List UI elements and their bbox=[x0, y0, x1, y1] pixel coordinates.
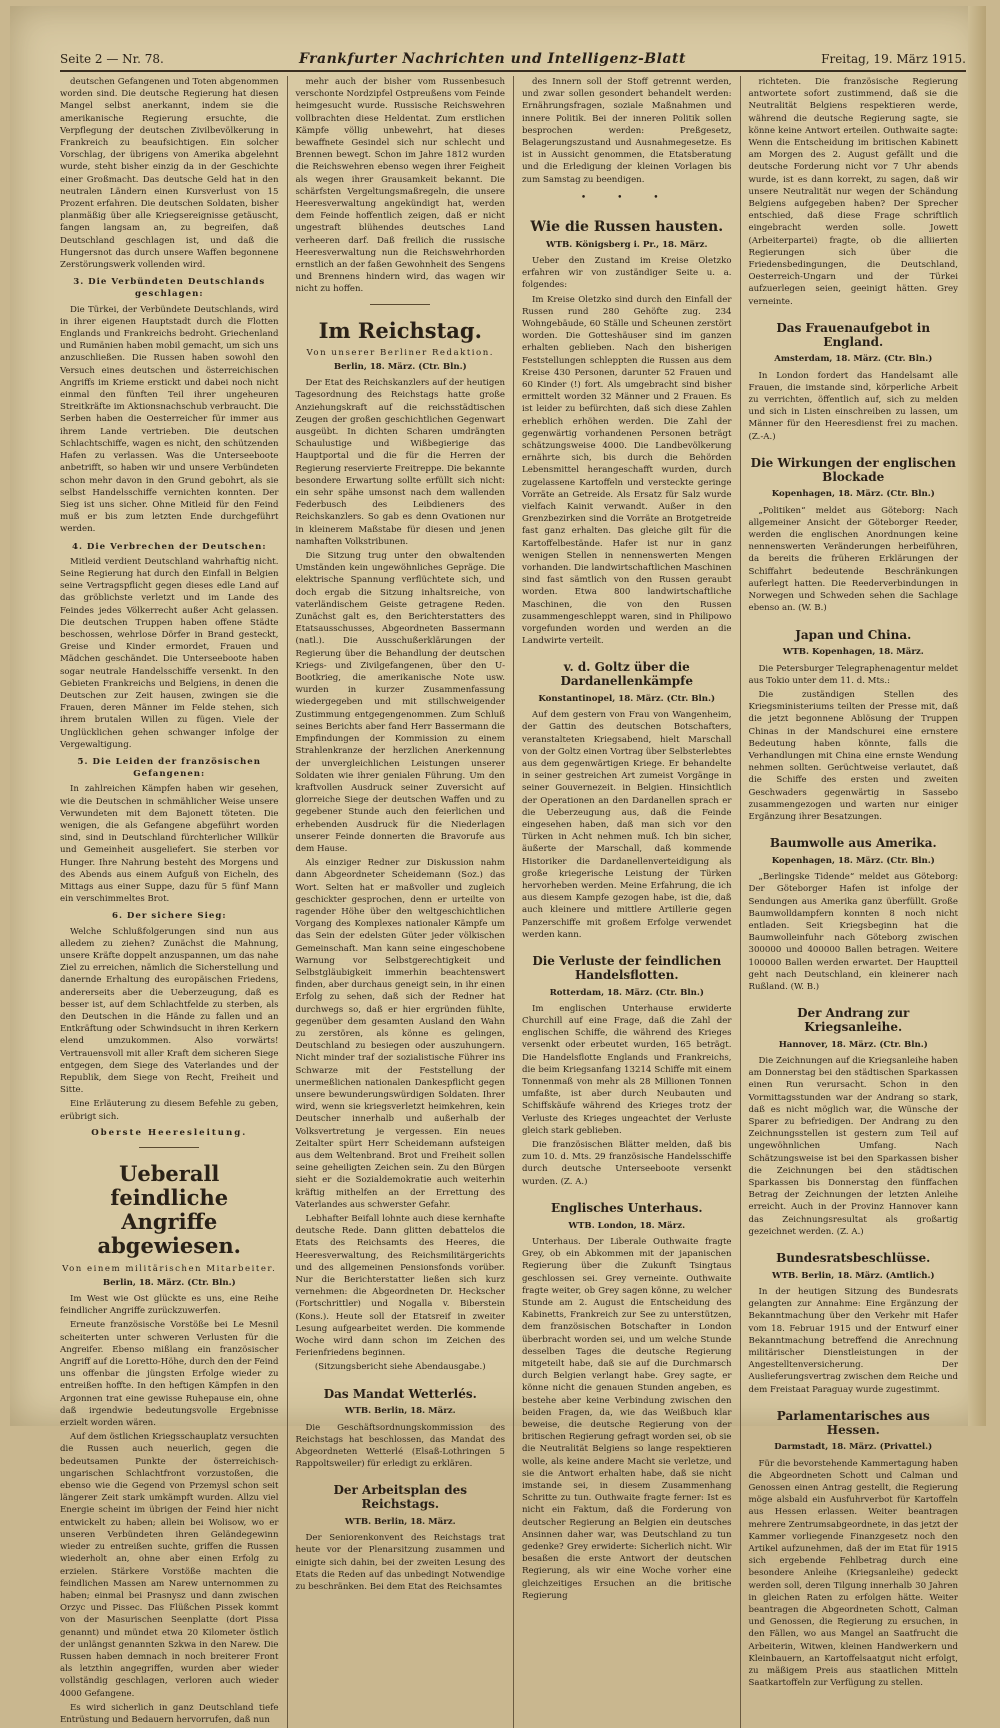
dateline: WTB. London, 18. März. bbox=[568, 1220, 686, 1231]
dateline: Amsterdam, 18. März. (Ctr. Bln.) bbox=[774, 354, 933, 365]
headline-arbeitsplan: Der Arbeitsplan des Reichstags. bbox=[333, 1483, 467, 1512]
paragraph: Für die bevorstehende Kammertagung haben die Abgeordneten Schott und Calman und Genossen einen Antrag gestellt, die Regierung möge alsbald ein Ausfuhrverbot für Kartoffeln aus Hessen erlassen. Weiter beantragen mehrere Zentrumsabgeordnete, in das jetzt der Kammer vorliegende Finanzgesetz noch den Artikel aufzunehmen, daß der im Etat für 1915 sich ergebende Fehlbetrag durch eine besondere Anleihe (Kriegsanleihe) gedeckt werden soll, deren Tilgung innerhalb 30 Jahren in gleichen Raten zu erfolgen hätte. Weiter beantragen die Abgeordneten Schott, Calman und Genossen, die Regierung zu ersuchen, in den Fällen, wo aus Mangel an Saatfrucht die Arbeiterin, Witwen, kleinen Handwerkern und Kleinbauern, an Kartoffelsaatgut nicht erfolgt, zu mäßigem Preis aus staatlichen Mitteln Saatkartoffeln zur Verfügung zu stellen. bbox=[748, 1458, 958, 1689]
dateline: WTB. Berlin, 18. März. bbox=[344, 1406, 456, 1417]
headline-bundesrat: Bundesratsbeschlüsse. bbox=[776, 1251, 931, 1266]
paragraph: richteten. Die französische Regierung antwortete sofort zustimmend, daß sie die Neutralität Belgiens respektieren werde, während die deutsche Regierung sagte, sie könne keine Antwort erteilen. Outhwaite sagte: Wenn die Entscheidung im britischen Kabinett am Morgen des 2. August gefällt und die deutsche Forderung nicht vor 7 Uhr abends wurde, ist es dann korrekt, zu sagen, daß wir unsere Neutralität nur wegen der Schändung Belgiens aufgegeben haben? Der Sprecher entschied, daß diese Frage schriftlich eingebracht werden solle. Jowett (Arbeiterpartei) fragte, ob die alliierten Regierungen sich über die Friedensbedingungen, die Deutschland, Oesterreich-Ungarn und der Türkei aufzuerlegen seien, geeinigt hätten. Grey verneinte. bbox=[748, 77, 958, 307]
dateline: WTB. Königsberg i. Pr., 18. März. bbox=[545, 239, 708, 250]
masthead-date: Freitag, 19. März 1915. bbox=[821, 52, 966, 66]
paragraph: Die Geschäftsordnungskommission des Reichstags hat beschlossen, das Mandat des Abgeordneten Wetterlé (Elsaß-Lothringen 5 Rappoltsweiler) für erledigt zu erklären. bbox=[295, 1422, 505, 1470]
paragraph: Mitleid verdient Deutschland wahrhaftig nicht. Seine Regierung hat durch den Einfall in Belgien seine Vertragspflicht gegen dieses edle Land auf das gröblichste verletzt und im Lande des Feindes jedes Völkerrecht außer Acht gelassen. Die deutschen Truppen haben offene Städte beschossen, wehrlose Dörfer in Brand gesteckt, Greise und Kinder ermordet, Frauen und Mädchen geschändet. Die Unterseeboote haben sogar neutrale Handelsschiffe versenkt. In den Gebieten Frankreichs und Belgiens, in denen die Deutschen zur Zeit hausen, zwingen sie die Frauen, deren Männer im Felde stehen, sich ihrem brutalen Willen zu fügen. Viele der Unglücklichen gehen schwanger infolge der Vergewaltigung. bbox=[60, 556, 279, 750]
column-3 bbox=[513, 76, 740, 1728]
dateline: WTB. Kopenhagen, 18. März. bbox=[782, 647, 924, 658]
byline: Von einem militärischen Mitarbeiter. bbox=[62, 1263, 277, 1274]
masthead bbox=[60, 48, 966, 72]
article-columns bbox=[60, 76, 966, 1725]
paragraph: Auf dem gestern von Frau von Wangenheim, der Gattin des deutschen Botschafters, veranstalteten Kriegsabend, hielt Marschall von der Goltz einen Vortrag über Selbsterlebtes aus dem gegenwärtigen Kriege. Er behandelte in seiner gestreichen Art zumeist Vorgänge in seiner Gouvernezeit. in Belgien. Hinsichtlich der Operationen an den Dardanellen sprach er die Ueberzeugung aus, daß die Feinde eingesehen haben, daß man sich vor den Türken in Acht nehmen muß. Ich bin sicher, äußerte der Marschall, daß kommende Historiker die Dardanellenverteidigung als große kriegerische Leistung der Türken hervorheben werden. Meine Erfahrung, die ich aus diesem Kampfe gezogen habe, ist die, daß auch kleinere und mittlere Artillerie gegen Panzerschiffe mit großem Erfolge verwendet werden kann. bbox=[522, 710, 732, 940]
byline: Von unserer Berliner Redaktion. bbox=[306, 347, 494, 358]
paragraph: Es wird sicherlich in ganz Deutschland tiefe Entrüstung und Bedauern hervorrufen, daß nun bbox=[60, 1702, 279, 1725]
headline-reichstag: Im Reichstag. bbox=[318, 317, 482, 343]
paragraph: Im englischen Unterhause erwiderte Churchill auf eine Frage, daß die Zahl der englischen Schiffe, die während des Krieges versenkt oder erbeutet wurden, 165 beträgt. Die Handelsflotte Englands und Frankreichs, die beim Kriegsanfang 13214 Schiffe mit einem Tonnenmaß von mehr als 28 Millionen Tonnen umfaßte, ist aber durch Neubauten und Schiffskäufe während des Krieges trotz der Verluste des Krieges ungeachtet der Verluste gleich stark geblieben. bbox=[522, 1003, 732, 1136]
dateline: Kopenhagen, 18. März. (Ctr. Bln.) bbox=[771, 855, 935, 866]
divider bbox=[139, 1147, 199, 1148]
dateline: WTB. Berlin, 18. März. (Amtlich.) bbox=[771, 1270, 935, 1281]
section-heading: 5. Die Leiden der französischen Gefangenen: bbox=[77, 756, 261, 780]
newspaper-page bbox=[10, 6, 986, 1725]
paragraph: „Politiken“ meldet aus Göteborg: Nach allgemeiner Ansicht der Göteborger Reeder, werden die englischen Anordnungen keine nennenswerten Veränderungen herbeiführen, da bereits die früheren Erklärungen der Schiffahrt bedeutende Beschränkungen auferlegt hatten. Die Reederverbindungen in Norwegen und Schweden sehen die Sachlage ebenso an. (W. B.) bbox=[748, 505, 958, 614]
divider bbox=[370, 304, 430, 305]
section-heading: 4. Die Verbrechen der Deutschen: bbox=[71, 541, 267, 552]
masthead-title: Frankfurter Nachrichten und Intelligenz-Blatt bbox=[298, 51, 686, 67]
paragraph: Auf dem östlichen Kriegsschauplatz versuchten die Russen auch neuerlich, gegen die bedeutsamen Punkte der österreichisch-ungarischen Schlachtfront vorzustoßen, die ebenso wie die Gegend von Przemysl schon seit längerer Zeit stark umkämpft wurden. Allzu viel Energie scheint im übrigen der Feind hier nicht entwickelt zu haben; allein bei Wolisow, wo er unseren Verbündeten ihren Geländegewinn wieder zu entreißen suchte, griffen die Russen wiederholt an, ohne aber einen Erfolg zu erzielen. Stärkere Vorstöße machten die feindlichen Massen am Narew unternommen zu haben; einmal bei Prasnysz und dann zwischen Orzyc und Pissec. Das Flüßchen Pissek kommt von der Masurischen Seenplatte (dort Pissa genannt) und mündet etwa 20 Kilometer östlich der unlängst genannten Szkwa in den Narew. Die Russen haben demnach in noch breiterer Front als letzthin angegriffen, wurden aber wieder vollständig geschlagen, verloren auch wieder 4000 Gefangene. bbox=[60, 1432, 279, 1699]
dateline: Berlin, 18. März. (Ctr. Bln.) bbox=[333, 362, 467, 372]
paragraph: Erneute französische Vorstöße bei Le Mesnil scheiterten unter schweren Verlusten für die Angreifer. Ebenso mißlang ein französischer Angriff auf die Loretto-Höhe, durch den der Feind uns offenbar die jüngsten Erfolge wieder zu entreißen hoffte. In den heftigen Kämpfen in den Argonnen trat eine gewisse Ruhepause ein, ohne daß irgendwie bedeutungsvolle Ergebnisse erzielt worden wären. bbox=[60, 1320, 279, 1429]
paragraph: Unterhaus. Der Liberale Outhwaite fragte Grey, ob ein Abkommen mit der japanischen Regierung über die Zukunft Tsingtaus geschlossen sei. Grey verneinte. Outhwaite fragte weiter, ob Grey sagen könne, zu welcher Stunde am 2. August die Entscheidung des Kabinetts, Frankreich zur See zu unterstützen, dem französischen Botschafter in London überbracht worden sei, und um welche Stunde desselben Tages die deutsche Regierung mitgeteilt habe, daß sie auf die Durchmarsch durch Belgien verlangt habe. Grey sagte, er könne nicht die genauen Stunden angeben, es bestehe aber keine Verbindung zwischen den beiden Fragen, da, wie das Weißbuch klar beweise, die deutsche Regierung von der britischen Regierung gefragt worden sei, ob sie die Neutralität Belgiens so lange respektieren wolle, als keine andere Macht sie verletze, und sie die Antwort erhalten habe, daß sie nicht imstande sei, in diesem Zusammenhang Schritte zu tun. Outhwaite fragte ferner: Ist es nicht ein Faktum, daß die Forderung von deutscher Regierung an Belgien ein deutsches Ansinnen daher war, was Deutschland zu tun gedenke? Grey erwiderte: Sicherlich nicht. Wir besaßen die erste Antwort der deutschen Regierung, als wir eine Woche vorher eine gleichzeitiges Ersuchen an die britische Regierung bbox=[522, 1236, 732, 1601]
paragraph: Im West wie Ost glückte es uns, eine Reihe feindlicher Angriffe zurückzuwerfen. bbox=[60, 1294, 279, 1317]
paragraph: deutschen Gefangenen und Toten abgenommen worden sind. Die deutsche Regierung hat diesen Mangel selbst anerkannt, indem sie die amerikanische Regierung ersuchte, die Verpflegung der deutschen Zivilbevölkerung in Frankreich zu beaufsichtigen. Ein solcher Vorschlag, der übrigens von Amerika abgelehnt wurde, steht bisher einzig da in der Geschichte einer Großmacht. Das deutsche Geld hat in den neutralen Ländern einen Kursverlust von 15 Prozent erfahren. Die deutschen Soldaten, bisher planmäßig über alle Kriegsereignisse getäuscht, fangen langsam an, zu begreifen, daß Deutschland geschlagen ist, und daß die Hungersnot das durch unsere Waffen begonnene Zerstörungswerk vollenden wird. bbox=[60, 77, 279, 271]
dateline: Berlin, 18. März. (Ctr. Bln.) bbox=[102, 1277, 236, 1288]
paragraph: Die Türkei, der Verbündete Deutschlands, wird in ihrer eigenen Hauptstadt durch die Flotten Englands und Frankreichs bedroht. Griechenland und Rumänien haben mobil gemacht, um sich uns anzuschließen. Die Russen haben sowohl den Versuch eines deutschen und österreichischen Angriffs im Krieme erstickt und dabei noch nicht einmal den fünften Teil ihrer ungeheuren Streitkräfte im Aktionsnachschub verbraucht. Die Serben haben die Oesterreicher für immer aus ihrem Lande vertrieben. Die deutschen Schlachtschiffe, wagen es nicht, den schützenden Hafen zu verlassen. Was die Unterseeboote anbetrifft, so haben wir und unsere Verbündeten schon mehr davon in den Grund gebohrt, als sie selbst Handelsschiffe vernichten konnten. Der Sieg ist uns sicher. Ohne Mitleid für den Feind muß er bis zum letzten Ende durchgeführt werden. bbox=[60, 304, 279, 535]
headline-mandat: Das Mandat Wetterlés. bbox=[323, 1386, 477, 1401]
paragraph: In zahlreichen Kämpfen haben wir gesehen, wie die Deutschen in schmählicher Weise unsere Verwundeten mit dem Bajonett töteten. Die wenigen, die als Gefangene abgeführt worden sind, sind in Deutschland fürchterlicher Willkür und Gemeinheit ausgeliefert. Sie sterben vor Hunger. Ihre Nahrung besteht des Morgens und des Abends aus einem Aufguß von Eicheln, des Mittags aus einer Suppe, dazu für 5 fünf Mann ein verschimmeltes Brot. bbox=[60, 784, 279, 905]
dateline: Hannover, 18. März. (Ctr. Bln.) bbox=[778, 1039, 928, 1050]
dateline: Kopenhagen, 18. März. (Ctr. Bln.) bbox=[771, 489, 935, 500]
paragraph: Die Sitzung trug unter den obwaltenden Umständen kein ungewöhnliches Gepräge. Die elektrische Spannung verflüchtete sich, und doch ergab die Sitzung inhaltsreiche, von vaterländischem Geiste getragene Reden. Zunächst galt es, den Berichterstatters des Etatsausschusses, Abgeordneten Bassermann (natl.). Die Ausschußerklärungen der Regierung über die Behandlung der deutschen Kriegs- und Zivilgefangenen, über den U-Bootkrieg, die amerikanische Note usw. wurden in kurzer Zusammenfassung wiedergegeben und mit stillschweigender Zustimmung entgegengenommen. Zum Schluß seines Berichts aber fand Herr Bassermann die Empfindungen der Kommission zu einem Strahlenkranze der herzlichen Anerkennung der unvergleichlichen Leistungen unserer Soldaten wie ihrer genialen Führung. Um den kraftvollen Ausdruck seiner Zuversicht auf glorreiche Siege der deutschen Waffen und zu gegebener Stunde auch den feierlichen und erhebenden Ausdruck für die Niederlagen unserer Feinde donnerten die Bravorufe aus dem Hause. bbox=[295, 551, 505, 854]
column-1 bbox=[60, 76, 287, 1728]
dateline: Darmstadt, 18. März. (Privattel.) bbox=[774, 1442, 933, 1453]
paragraph: In der heutigen Sitzung des Bundesrats gelangten zur Annahme: Eine Ergänzung der Bekanntmachung über den Verkehr mit Hafer vom 18. Februar 1915 und der Entwurf einer Bekanntmachung betreffend die Anrechnung militärischer Dienstleistungen in der Angestelltenversicherung. Der Auslieferungsvertrag zwischen dem Reiche und dem Freistaat Paraguay wurde zugestimmt. bbox=[748, 1287, 958, 1395]
paragraph: Welche Schlußfolgerungen sind nun aus alledem zu ziehen? Zunächst die Mahnung, unsere Kräfte doppelt anzuspannen, um das nahe Ziel zu erreichen, nämlich die Sicherstellung und danernde Erhaltung des europäischen Friedens, andererseits aber die Ueberzeugung, daß es besser ist, auf dem Schlachtfelde zu sterben, als den Deutschen in die Hände zu fallen und an Entkräftung oder Schwindsucht in ihren Kerkern elend umzukommen. Also vorwärts! Vertrauensvoll mit aller Kraft dem sicheren Siege entgegen, dem Siege des Vaterlandes und der Republik, dem Siege von Recht, Freiheit und Sitte. bbox=[60, 926, 279, 1096]
headline-japan: Japan und China. bbox=[795, 627, 912, 642]
section-heading: 6. Der sichere Sieg: bbox=[111, 911, 227, 922]
column-2 bbox=[287, 76, 514, 1728]
signature: Oberste Heeresleitung. bbox=[91, 1127, 248, 1138]
paragraph: Der Seniorenkonvent des Reichstags trat heute vor der Plenarsitzung zusammen und einigte sich dahin, bei der zweiten Lesung des Etats die Reden auf das unbedingt Notwendige zu beschränken. Bei dem Etat des Reichsamtes bbox=[295, 1533, 505, 1593]
paragraph: Als einziger Redner zur Diskussion nahm dann Abgeordneter Scheidemann (Soz.) das Wort. Selten hat er maßvoller und zugleich geschickter gesprochen, denn er urteilte von ragender Höhe über den weltgeschichtlichen Vorgang des Komplexes nationaler Kämpfe um das Sein der edelsten Güter jeder völkischen Gemeinschaft. Man kann seine eingeschobene Warnung vor Selbstgerechtigkeit und Selbstgläubigkeit immerhin beachtenswert finden, aber durchaus geneigt sein, in ihr einen Erfolg zu sehen, daß sich der Redner hat durchwegs so, daß er hier ergründen fühlte, gegenüber dem gesamten Ausland den Wahn zu zerstören, als könne es gelingen, Deutschland zu besiegen oder auszuhungern. Nicht minder traf der sozialistische Führer ins Schwarze mit der Feststellung der unermeßlichen nationalen Dankespflicht gegen unsere bewunderungswürdigen Soldaten. Ihrer wird, wenn sie kriegsverletzt heimkehren, kein Deutscher innerhalb und außerhalb der Volksvertretung je vergessen. Ein neues Zeitalter spürt Herr Scheidemann aufsteigen aus dem Weltenbrand. Brot und Freiheit sollen seine geheiligten Zeichen sein. Zu den Bürgen sieht er die Sozialdemokratie auch weiterhin kräftig mithelfen an der Errettung des Vaterlandes aus schwerster Gefahr. bbox=[295, 858, 505, 1210]
paragraph: „Berlingske Tidende“ meldet aus Göteborg: Der Göteborger Hafen ist infolge der Sendungen aus Amerika ganz überfüllt. Große Baumwolldampfern konnten 8 noch nicht entladen. Seit Kriegsbeginn hat die Baumwolleinfuhr nach Göteborg zwischen 300000 und 400000 Ballen betragen. Weitere 100000 Ballen werden erwartet. Der Hauptteil geht nach Deutschland, ein kleinerer nach Rußland. (W. B.) bbox=[748, 872, 958, 992]
dateline: WTB. Berlin, 18. März. bbox=[344, 1517, 456, 1528]
dateline: Rotterdam, 18. März. (Ctr. Bln.) bbox=[549, 987, 704, 998]
headline-frauen: Das Frauenaufgebot in England. bbox=[776, 320, 931, 349]
paragraph: Im Kreise Oletzko sind durch den Einfall der Russen rund 280 Gehöfte zug. 234 Wohngebäude, 60 Ställe und Scheunen zerstört worden. Die Gotteshäuser sind im ganzen erhalten geblieben. Nach den bisherigen Feststellungen schleppten die Russen aus dem Kreise 430 Personen, darunter 52 Frauen und 60 Kinder (!) fort. Als umgebracht sind bisher ermittelt worden 32 Männer und 2 Frauen. Es ist leider zu befürchten, daß sich diese Zahlen erheblich erhöhen werden. Die Zahl der gegenwärtig vorhandenen Personen beträgt schätzungsweise 4000. Die Landbevölkerung ernährte sich, bis durch die Behörden Lebensmittel herangeschafft wurden, durch zugelassene Kartoffeln und versteckte geringe Vorräte an Getreide. Als Ersatz für Salz wurde vielfach Kainit verwandt. Außer in den Grenzbezirken sind die Vorräte an Brotgetreide fast ganz erhalten. Das gleiche gilt für die Kartoffelbestände. Hafer ist nur in ganz wenigen Stellen in nennenswerten Mengen vorhanden. Die landwirtschaftlichen Maschinen sind fast sämtlich von den Russen geraubt worden. Etwa 800 landwirtschaftliche Maschinen, die von den Russen zusammengeschleppt waren, sind in Philipowo vorgefunden worden und werden an die Landwirte verteilt. bbox=[522, 294, 732, 647]
paragraph: mehr auch der bisher vom Russenbesuch verschonte Nordzipfel Ostpreußens vom Feinde heimgesucht wurde. Russische Reichswehren vollbrachten diese Heldentat. Zum erstlichen Kämpfe völlig unbewehrt, hat dieses bewaffnete Gesindel sich nur schlecht und Brennen bewegt. Schon im Jahre 1812 wurden die Reichswehren ebenso wegen ihrer Feigheit als wegen ihrer Grausamkeit bekannt. Die schärfsten Vergeltungsmaßregeln, die unsere Heeresverwaltung angekündigt hat, werden dem Feinde hoffentlich zeigen, daß er nicht ungestraft blühendes deutsches Land verheeren darf. Daß freilich die russische Heeresverwaltung nun die Reichswehrhorden ernstlich an der faßen Gewohnheit des Sengens und Brennens hindern wird, das wagen wir nicht zu hoffen. bbox=[295, 77, 505, 295]
paragraph: Die französischen Blätter melden, daß bis zum 10. d. Mts. 29 französische Handelsschiffe durch deutsche Unterseeboote versenkt wurden. (Z. A.) bbox=[522, 1140, 732, 1187]
page-edge bbox=[968, 6, 986, 1426]
headline-andrang: Der Andrang zur Kriegsanleihe. bbox=[797, 1006, 910, 1034]
headline-unterhaus: Englisches Unterhaus. bbox=[550, 1200, 703, 1215]
paragraph: Die Petersburger Telegraphenagentur meldet aus Tokio unter dem 11. d. Mts.: bbox=[748, 663, 958, 686]
headline-ueberall: Ueberall feindliche Angriffe abgewiesen. bbox=[97, 1161, 241, 1259]
headline-verluste: Die Verluste der feindlichen Handelsflotten. bbox=[532, 954, 722, 982]
paragraph: Eine Erläuterung zu diesem Befehle zu geben, erübrigt sich. bbox=[60, 1099, 279, 1122]
dateline: Konstantinopel, 18. März. (Ctr. Bln.) bbox=[538, 693, 716, 704]
masthead-page-number: Seite 2 — Nr. 78. bbox=[60, 52, 164, 66]
paragraph: (Sitzungsbericht siehe Abendausgabe.) bbox=[314, 1362, 486, 1373]
paragraph: Die zuständigen Stellen des Kriegsministeriums teilten der Presse mit, daß die jetzt begonnene Ablösung der Truppen Chinas in der Mandschurei eine ernstere Bedeutung haben könnte, falls die Verhandlungen mit China eine ernste Wendung nehmen sollten. Gerüchtweise verlautet, daß die Schiffe des ersten und zweiten Geschwaders gegenwärtig in Sassebo zusammengezogen und warten nur einiger Ergänzung ihrer Besatzungen. bbox=[748, 689, 958, 822]
headline-blockade: Die Wirkungen der englischen Blockade bbox=[750, 455, 956, 484]
headline-baumwolle: Baumwolle aus Amerika. bbox=[769, 836, 937, 851]
paragraph: In London fordert das Handelsamt alle Frauen, die imstande sind, körperliche Arbeit zu verrichten, öffentlich auf, sich zu melden und sich in Listen einschreiben zu lassen, um Männer für den Heeresdienst frei zu machen. (Z.-A.) bbox=[748, 370, 958, 442]
headline-goltz: v. d. Goltz über die Dardanellenkämpfe bbox=[560, 660, 693, 689]
headline-russen: Wie die Russen hausten. bbox=[530, 218, 724, 235]
column-4 bbox=[740, 76, 967, 1728]
paragraph: Ueber den Zustand im Kreise Oletzko erfahren wir von zuständiger Seite u. a. folgendes: bbox=[522, 255, 732, 291]
section-heading: 3. Die Verbündeten Deutschlands geschlagen: bbox=[73, 277, 266, 300]
paragraph: Der Etat des Reichskanzlers auf der heutigen Tagesordnung des Reichstags hatte große Anziehungskraft auf die reichsstädtischen Zeugen der großen geschichtlichen Gegenwart ausgeübt. In dichten Scharen umdrängten Schaulustige und Wißbegierige das Hauptportal und die für die Herren der Regierung reservierte Freitreppe. Die bekannte besondere Erwartung sollte erfüllt sich nicht: ein sehr spähe umsonst nach dem wallenden Federbusch des Leibdieners des Reichskanzlers. So gab es denn Ovationen nur in kleinerem Maßstabe für diesen und jenen namhaften Volkstribunen. bbox=[295, 378, 505, 547]
divider: • • • bbox=[580, 192, 673, 203]
paragraph: Die Zeichnungen auf die Kriegsanleihe haben am Donnerstag bei den städtischen Sparkassen einen Run verursacht. Schon in den Vormittagsstunden war der Andrang so stark, daß es nicht möglich war, die Wünsche der Sparer zu befriedigen. Der Andrang zu den Zeichnungsstellen ist gestern zum Teil auf ungewöhnlichen Umfang. Nach Schätzungsweise ist bei den Sparkassen bisher die Zeichnungen bei den städtischen Sparkassen bis Donnerstag den fünffachen Betrag der Zeichnungen der letzten Anleihe erreicht. Auch in der Provinz Hannover kann das Zeichnungsresultat als großartig gezeichnet werden. (Z. A.) bbox=[748, 1055, 958, 1237]
paragraph: Lebhafter Beifall lohnte auch diese kernhafte deutsche Rede. Dann glitten debattelos die Etats des Reichsamts des Heeres, die Heeresverwaltung, des Reichsmilitärgerichts und des allgemeinen Pensionsfonds vorüber. Nur die Berichterstatter ließen sich kurz vernehmen: die Abgeordneten Dr. Heckscher (Fortschrittler) und Nogalla v. Biberstein (Kons.). Heute soll der Etatsreif in zweiter Lesung aufgearbeitet werden. Die kommende Woche wird dann schon im Zeichen des Ferienfriedens beginnen. bbox=[295, 1214, 505, 1359]
headline-parlament: Parlamentarisches aus Hessen. bbox=[776, 1408, 930, 1437]
paragraph: des Innern soll der Stoff getrennt werden, und zwar sollen gesondert behandelt werden: Ernährungsfragen, soziale Maßnahmen und innere Politik. Bei der inneren Politik sollen besprochen werden: Preßgesetz, Belagerungszustand und Ausnahmegesetze. Es ist in Aussicht genommen, die Etatsberatung und die Erledigung der kleinen Vorlagen bis zum Samstag zu beendigen. bbox=[522, 77, 732, 185]
